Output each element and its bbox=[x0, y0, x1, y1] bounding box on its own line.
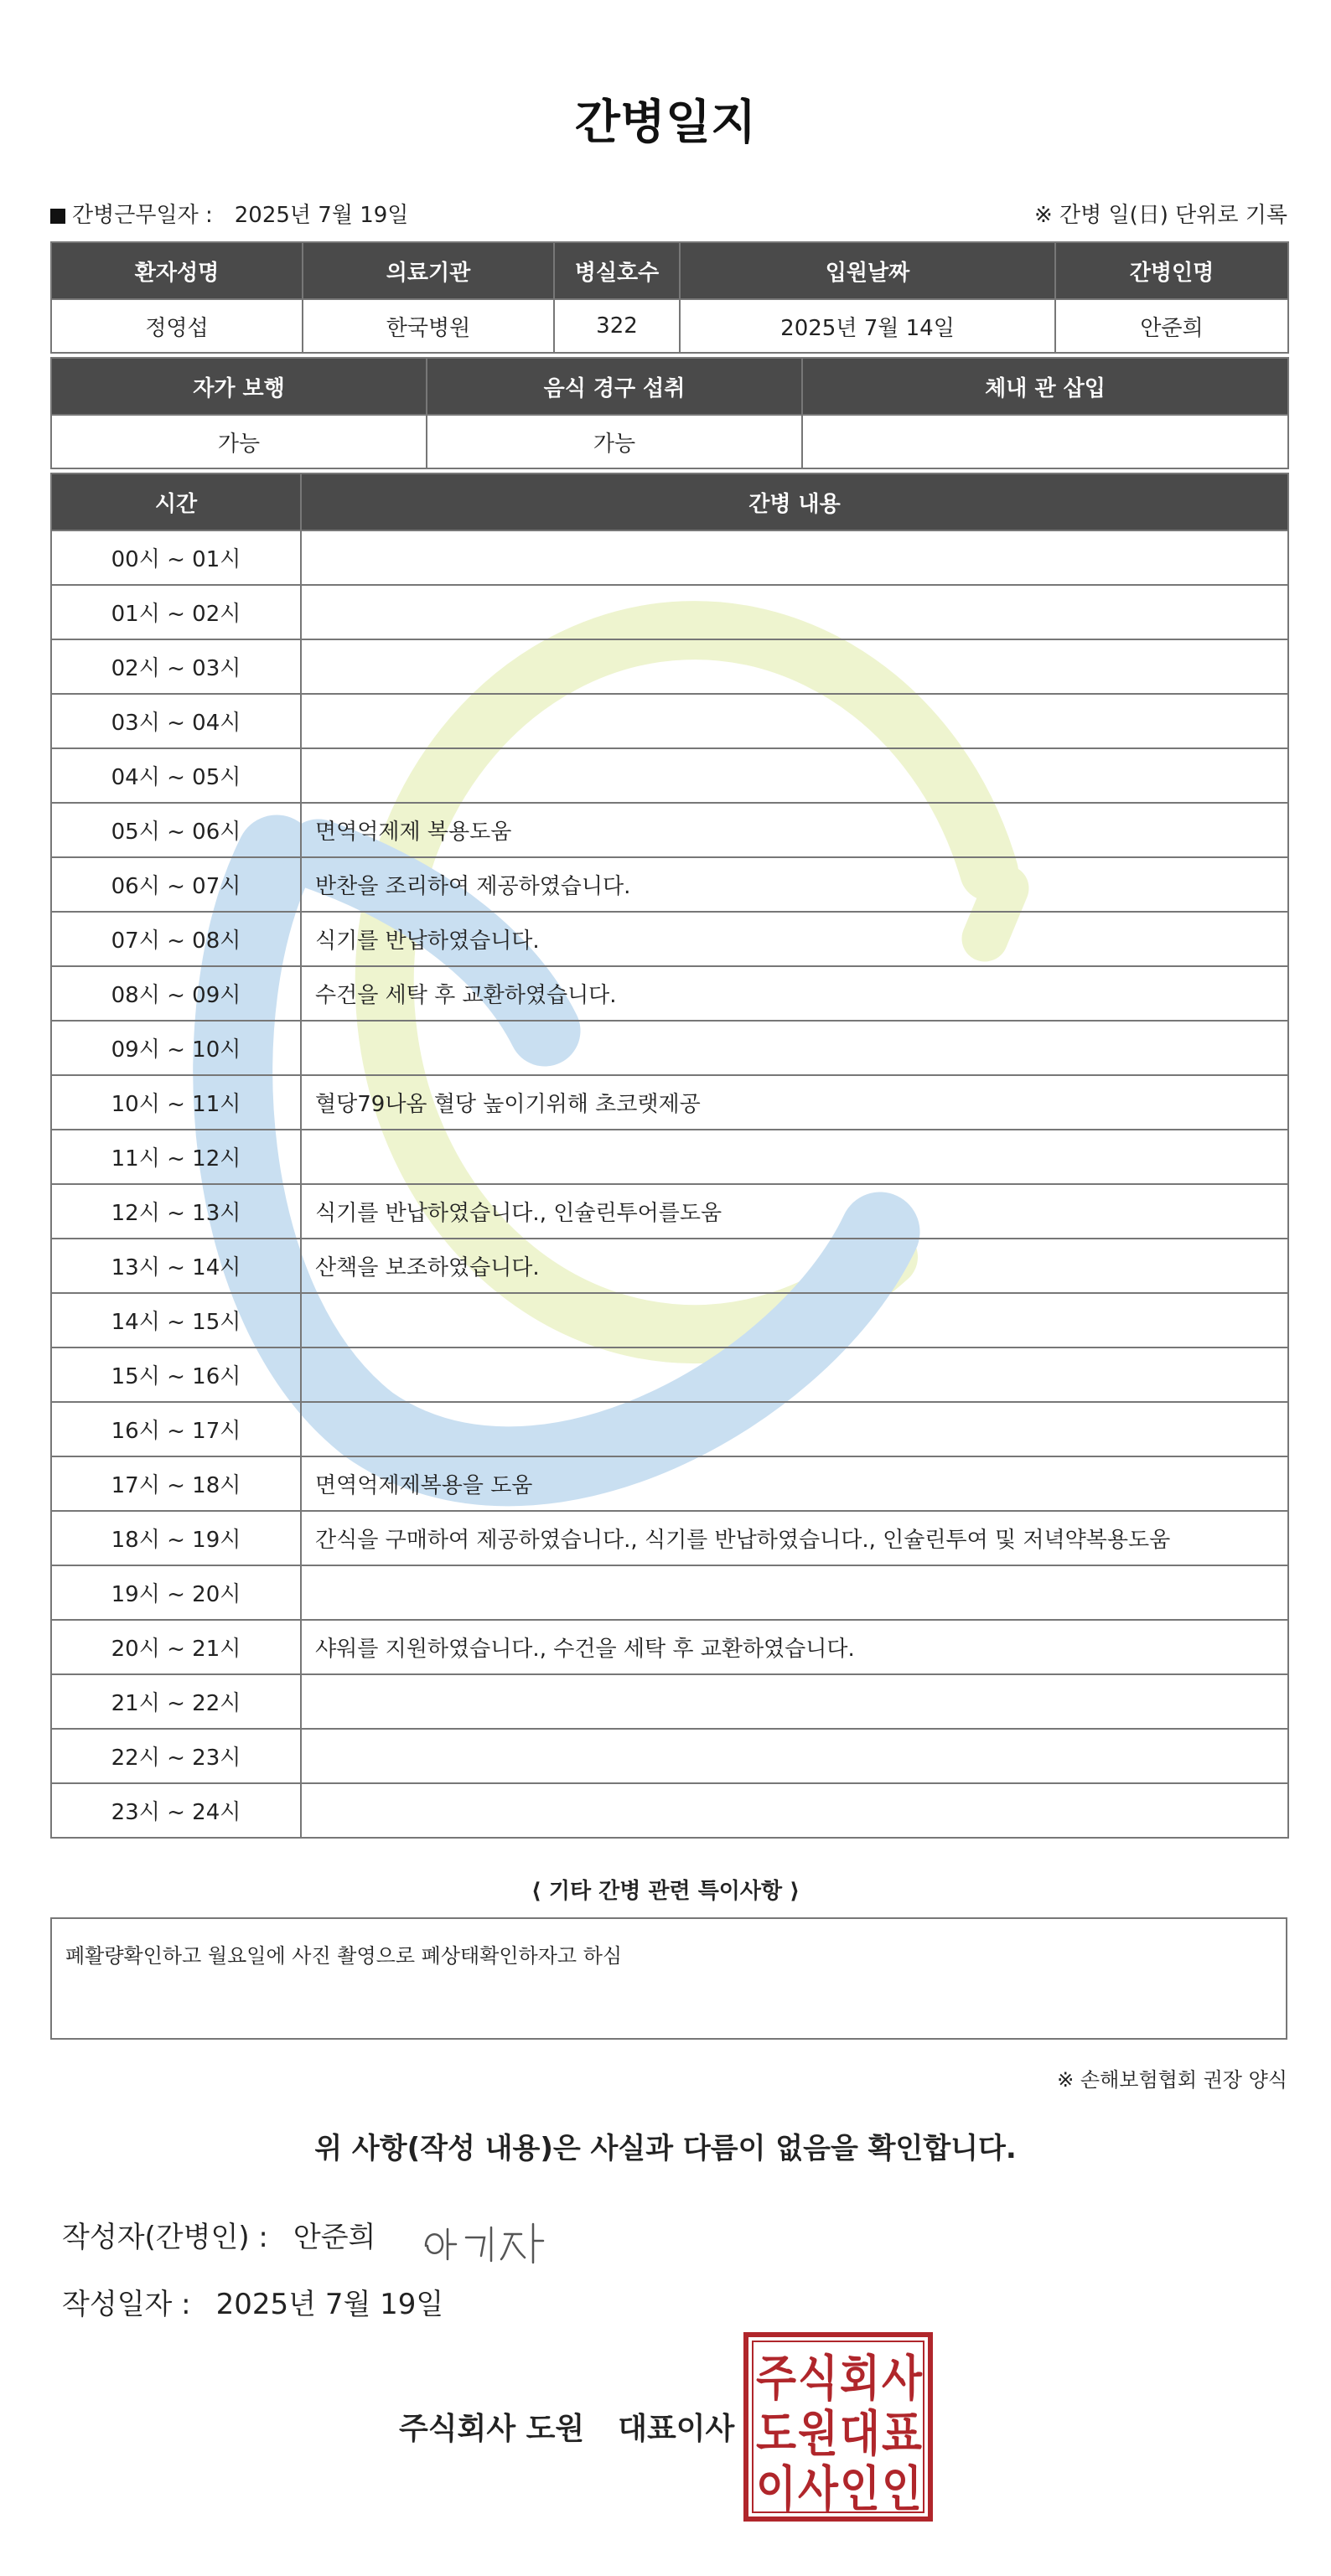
status-header-row bbox=[51, 358, 1288, 415]
company-name: 주식회사 도원 bbox=[399, 2412, 585, 2446]
care-log-time: 20시 ~ 21시 bbox=[51, 1620, 301, 1674]
write-date-value: 2025년 7월 19일 bbox=[215, 2288, 444, 2321]
care-log-content bbox=[301, 1729, 1288, 1783]
care-log-row bbox=[51, 1674, 1288, 1729]
care-log-row bbox=[51, 966, 1288, 1021]
header-caregiver: 간병인명 bbox=[1055, 242, 1288, 299]
room-number: 322 bbox=[554, 299, 680, 353]
status-value-row bbox=[51, 415, 1288, 468]
tube-value bbox=[802, 415, 1288, 468]
care-log-row bbox=[51, 1293, 1288, 1347]
care-log-time: 14시 ~ 15시 bbox=[51, 1293, 301, 1347]
care-log-content: 반찬을 조리하여 제공하였습니다. bbox=[301, 857, 1288, 912]
admission-date: 2025년 7월 14일 bbox=[680, 299, 1055, 353]
care-log-content bbox=[301, 1565, 1288, 1620]
walking-value: 가능 bbox=[51, 415, 427, 468]
care-log-row bbox=[51, 748, 1288, 803]
care-log-row bbox=[51, 1565, 1288, 1620]
care-log-time: 01시 ~ 02시 bbox=[51, 585, 301, 639]
care-log-content: 샤워를 지원하였습니다., 수건을 세탁 후 교환하였습니다. bbox=[301, 1620, 1288, 1674]
seal-character: 인 bbox=[882, 2460, 922, 2517]
header-time: 시간 bbox=[51, 473, 301, 530]
confirmation-statement: 위 사항(작성 내용)은 사실과 다름이 없음을 확인합니다. bbox=[314, 2132, 1017, 2165]
care-log-row bbox=[51, 803, 1288, 857]
care-log-row bbox=[51, 1075, 1288, 1130]
care-log-content bbox=[301, 1347, 1288, 1402]
seal-character: 사 bbox=[882, 2350, 923, 2407]
care-log-time: 11시 ~ 12시 bbox=[51, 1130, 301, 1184]
care-log-row bbox=[51, 1021, 1288, 1075]
care-log-row bbox=[51, 857, 1288, 912]
care-log-content: 수건을 세탁 후 교환하였습니다. bbox=[301, 966, 1288, 1021]
care-log-time: 19시 ~ 20시 bbox=[51, 1565, 301, 1620]
work-date bbox=[50, 198, 408, 229]
care-log-time: 08시 ~ 09시 bbox=[51, 966, 301, 1021]
care-log-row bbox=[51, 1239, 1288, 1293]
company-ceo-title: 대표이사 bbox=[618, 2412, 735, 2446]
care-log-time: 00시 ~ 01시 bbox=[51, 530, 301, 585]
care-log-body bbox=[51, 530, 1288, 1838]
care-log-content bbox=[301, 1674, 1288, 1729]
notes-title: ⟨ 기타 간병 관련 특이사항 ⟩ bbox=[531, 1879, 800, 1904]
seal-character: 표 bbox=[882, 2405, 922, 2462]
care-log-content bbox=[301, 1021, 1288, 1075]
header-patient-name: 환자성명 bbox=[51, 242, 303, 299]
seal-character: 원 bbox=[798, 2405, 838, 2462]
care-log-time: 02시 ~ 03시 bbox=[51, 639, 301, 694]
writer-label: 작성자(간병인) : bbox=[62, 2221, 268, 2254]
seal-character: 대 bbox=[840, 2405, 880, 2462]
care-log-content: 식기를 반납하였습니다. bbox=[301, 912, 1288, 966]
company-seal-stamp bbox=[743, 2331, 934, 2522]
header-oral-intake: 음식 경구 섭취 bbox=[427, 358, 802, 415]
care-log-row bbox=[51, 1729, 1288, 1783]
hospital-name: 한국병원 bbox=[303, 299, 554, 353]
care-log-row bbox=[51, 639, 1288, 694]
care-log-content bbox=[301, 1130, 1288, 1184]
seal-character: 식 bbox=[798, 2350, 838, 2407]
work-date-label: 간병근무일자 : bbox=[72, 202, 213, 228]
write-date-label: 작성일자 : bbox=[62, 2288, 191, 2321]
care-log-time: 17시 ~ 18시 bbox=[51, 1456, 301, 1511]
writer-line bbox=[62, 2214, 375, 2255]
care-log-content: 산책을 보조하였습니다. bbox=[301, 1239, 1288, 1293]
care-log-row bbox=[51, 912, 1288, 966]
patient-info-table bbox=[50, 241, 1289, 354]
daily-record-note: ※ 간병 일(日) 단위로 기록 bbox=[1033, 202, 1287, 228]
care-log-time: 18시 ~ 19시 bbox=[51, 1511, 301, 1565]
seal-character: 사 bbox=[798, 2460, 839, 2517]
care-log-row bbox=[51, 1783, 1288, 1838]
square-bullet-icon bbox=[50, 209, 65, 224]
work-date-value: 2025년 7월 19일 bbox=[234, 202, 409, 228]
care-log-content bbox=[301, 639, 1288, 694]
seal-character: 인 bbox=[840, 2460, 880, 2517]
care-log-time: 22시 ~ 23시 bbox=[51, 1729, 301, 1783]
care-log-content bbox=[301, 1293, 1288, 1347]
header-tube: 체내 관 삽입 bbox=[802, 358, 1288, 415]
handwritten-signature bbox=[417, 2212, 560, 2271]
company-line bbox=[399, 2405, 734, 2448]
write-date-line bbox=[62, 2281, 443, 2322]
care-log-time: 09시 ~ 10시 bbox=[51, 1021, 301, 1075]
header-room: 병실호수 bbox=[554, 242, 680, 299]
care-log-time: 06시 ~ 07시 bbox=[51, 857, 301, 912]
care-log-time: 12시 ~ 13시 bbox=[51, 1184, 301, 1239]
care-log-content: 식기를 반납하였습니다., 인슐린투어를도움 bbox=[301, 1184, 1288, 1239]
care-log-content: 혈당79나옴 혈당 높이기위해 초코랫제공 bbox=[301, 1075, 1288, 1130]
care-log-time: 03시 ~ 04시 bbox=[51, 694, 301, 748]
seal-character: 회 bbox=[840, 2350, 880, 2407]
care-log-content: 간식을 구매하여 제공하였습니다., 식기를 반납하였습니다., 인슐린투여 및 저녁약복용도움 bbox=[301, 1511, 1288, 1565]
date-row bbox=[50, 196, 1287, 230]
care-log-time: 05시 ~ 06시 bbox=[51, 803, 301, 857]
care-log-row bbox=[51, 1620, 1288, 1674]
patient-status-table bbox=[50, 357, 1289, 469]
oral-intake-value: 가능 bbox=[427, 415, 802, 468]
care-log-row bbox=[51, 1511, 1288, 1565]
seal-character: 이 bbox=[756, 2460, 796, 2517]
header-admission-date: 입원날짜 bbox=[680, 242, 1055, 299]
seal-character: 주 bbox=[756, 2350, 796, 2407]
care-log-time: 04시 ~ 05시 bbox=[51, 748, 301, 803]
care-log-row bbox=[51, 585, 1288, 639]
document-title: 간병일지 bbox=[574, 96, 757, 150]
seal-character: 도 bbox=[756, 2405, 796, 2462]
notes-box bbox=[50, 1917, 1287, 2040]
care-log-time: 23시 ~ 24시 bbox=[51, 1783, 301, 1838]
care-log-content: 면역억제제 복용도움 bbox=[301, 803, 1288, 857]
care-log-row bbox=[51, 1347, 1288, 1402]
care-log-row bbox=[51, 1402, 1288, 1456]
recommended-form-note: ※ 손해보험협회 권장 양식 bbox=[1057, 2068, 1287, 2092]
header-content: 간병 내용 bbox=[301, 473, 1288, 530]
care-log-time: 15시 ~ 16시 bbox=[51, 1347, 301, 1402]
care-log-row bbox=[51, 1184, 1288, 1239]
header-hospital: 의료기관 bbox=[303, 242, 554, 299]
patient-name: 정영섭 bbox=[51, 299, 303, 353]
care-log-time: 21시 ~ 22시 bbox=[51, 1674, 301, 1729]
header-walking: 자가 보행 bbox=[51, 358, 427, 415]
writer-name: 안준희 bbox=[293, 2221, 376, 2254]
care-log-time: 07시 ~ 08시 bbox=[51, 912, 301, 966]
care-log-row bbox=[51, 1130, 1288, 1184]
care-log-content bbox=[301, 748, 1288, 803]
care-log-content bbox=[301, 585, 1288, 639]
care-log-time: 10시 ~ 11시 bbox=[51, 1075, 301, 1130]
care-log-row bbox=[51, 694, 1288, 748]
care-log-content bbox=[301, 1783, 1288, 1838]
care-log-time: 16시 ~ 17시 bbox=[51, 1402, 301, 1456]
patient-info-header-row bbox=[51, 242, 1288, 299]
patient-info-value-row bbox=[51, 299, 1288, 353]
care-log-row bbox=[51, 530, 1288, 585]
notes-text: 폐활량확인하고 월요일에 사진 촬영으로 폐상태확인하자고 하심 bbox=[65, 1944, 623, 1968]
care-log-content bbox=[301, 530, 1288, 585]
care-log-time: 13시 ~ 14시 bbox=[51, 1239, 301, 1293]
care-log-content bbox=[301, 1402, 1288, 1456]
care-log-content: 면역억제제복용을 도움 bbox=[301, 1456, 1288, 1511]
care-log-content bbox=[301, 694, 1288, 748]
care-log-table bbox=[50, 473, 1289, 1839]
caregiver-name: 안준희 bbox=[1055, 299, 1288, 353]
care-log-header-row bbox=[51, 473, 1288, 530]
care-log-row bbox=[51, 1456, 1288, 1511]
